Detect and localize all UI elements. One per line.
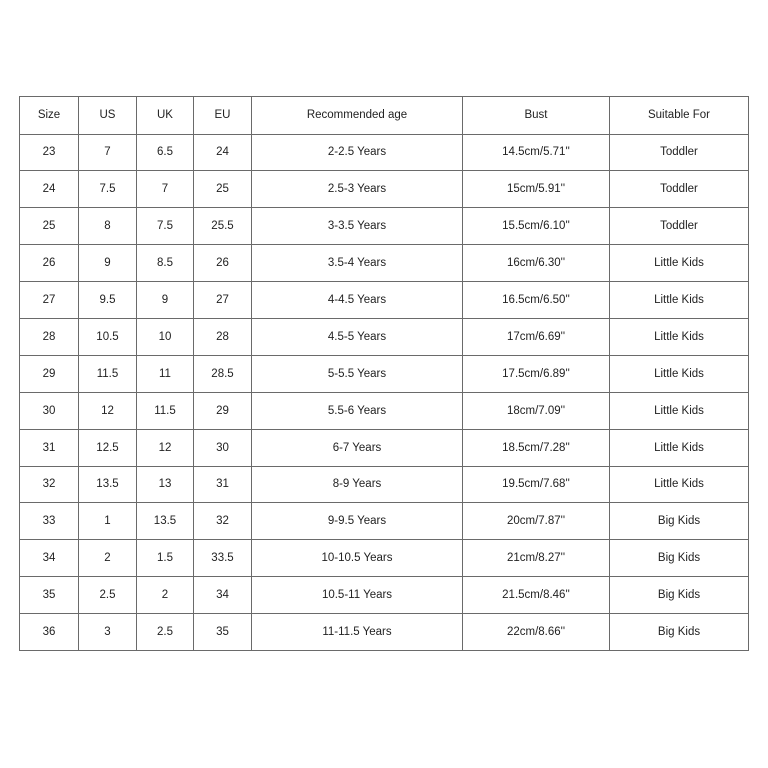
cell-us: 9 <box>79 245 137 282</box>
cell-eu: 31 <box>194 466 252 503</box>
cell-recommended-age: 4.5-5 Years <box>252 318 463 355</box>
cell-suitable-for: Little Kids <box>610 355 749 392</box>
cell-uk: 10 <box>137 318 194 355</box>
cell-uk: 13 <box>137 466 194 503</box>
cell-bust: 21.5cm/8.46'' <box>463 577 610 614</box>
cell-eu: 33.5 <box>194 540 252 577</box>
cell-size: 36 <box>20 614 79 651</box>
cell-size: 29 <box>20 355 79 392</box>
cell-size: 30 <box>20 392 79 429</box>
cell-us: 12 <box>79 392 137 429</box>
cell-recommended-age: 2-2.5 Years <box>252 134 463 171</box>
header-size: Size <box>20 97 79 135</box>
cell-size: 31 <box>20 429 79 466</box>
cell-uk: 6.5 <box>137 134 194 171</box>
table-row <box>20 540 749 577</box>
cell-us: 2.5 <box>79 577 137 614</box>
cell-size: 27 <box>20 282 79 319</box>
cell-us: 7.5 <box>79 171 137 208</box>
table-row <box>20 134 749 171</box>
table-row <box>20 577 749 614</box>
table-row <box>20 429 749 466</box>
cell-us: 10.5 <box>79 318 137 355</box>
cell-size: 33 <box>20 503 79 540</box>
cell-us: 7 <box>79 134 137 171</box>
table-row <box>20 466 749 503</box>
header-bust: Bust <box>463 97 610 135</box>
cell-eu: 28.5 <box>194 355 252 392</box>
cell-uk: 7.5 <box>137 208 194 245</box>
cell-bust: 20cm/7.87'' <box>463 503 610 540</box>
table-row <box>20 245 749 282</box>
cell-size: 34 <box>20 540 79 577</box>
cell-suitable-for: Little Kids <box>610 318 749 355</box>
header-us: US <box>79 97 137 135</box>
cell-recommended-age: 4-4.5 Years <box>252 282 463 319</box>
cell-uk: 12 <box>137 429 194 466</box>
cell-suitable-for: Toddler <box>610 208 749 245</box>
cell-bust: 16cm/6.30'' <box>463 245 610 282</box>
cell-eu: 28 <box>194 318 252 355</box>
cell-eu: 27 <box>194 282 252 319</box>
cell-recommended-age: 2.5-3 Years <box>252 171 463 208</box>
header-uk: UK <box>137 97 194 135</box>
cell-eu: 32 <box>194 503 252 540</box>
cell-eu: 24 <box>194 134 252 171</box>
size-chart-body <box>20 134 749 650</box>
cell-uk: 2 <box>137 577 194 614</box>
cell-size: 28 <box>20 318 79 355</box>
cell-us: 3 <box>79 614 137 651</box>
table-row <box>20 614 749 651</box>
cell-eu: 30 <box>194 429 252 466</box>
size-chart-table <box>19 96 749 651</box>
cell-bust: 18cm/7.09'' <box>463 392 610 429</box>
cell-bust: 16.5cm/6.50'' <box>463 282 610 319</box>
table-row <box>20 355 749 392</box>
cell-size: 35 <box>20 577 79 614</box>
table-row <box>20 503 749 540</box>
cell-recommended-age: 10.5-11 Years <box>252 577 463 614</box>
header-recommended-age: Recommended age <box>252 97 463 135</box>
cell-bust: 21cm/8.27'' <box>463 540 610 577</box>
cell-bust: 22cm/8.66'' <box>463 614 610 651</box>
cell-eu: 35 <box>194 614 252 651</box>
cell-suitable-for: Little Kids <box>610 245 749 282</box>
cell-recommended-age: 11-11.5 Years <box>252 614 463 651</box>
cell-suitable-for: Little Kids <box>610 429 749 466</box>
cell-recommended-age: 9-9.5 Years <box>252 503 463 540</box>
cell-us: 11.5 <box>79 355 137 392</box>
cell-uk: 8.5 <box>137 245 194 282</box>
table-row <box>20 282 749 319</box>
cell-uk: 13.5 <box>137 503 194 540</box>
cell-recommended-age: 10-10.5 Years <box>252 540 463 577</box>
cell-eu: 29 <box>194 392 252 429</box>
cell-us: 12.5 <box>79 429 137 466</box>
cell-eu: 34 <box>194 577 252 614</box>
cell-bust: 17.5cm/6.89'' <box>463 355 610 392</box>
cell-us: 8 <box>79 208 137 245</box>
cell-bust: 17cm/6.69'' <box>463 318 610 355</box>
header-eu: EU <box>194 97 252 135</box>
table-row <box>20 171 749 208</box>
cell-size: 23 <box>20 134 79 171</box>
cell-us: 1 <box>79 503 137 540</box>
cell-eu: 25 <box>194 171 252 208</box>
cell-recommended-age: 6-7 Years <box>252 429 463 466</box>
cell-suitable-for: Big Kids <box>610 614 749 651</box>
cell-uk: 11 <box>137 355 194 392</box>
cell-bust: 14.5cm/5.71'' <box>463 134 610 171</box>
table-row <box>20 392 749 429</box>
cell-size: 26 <box>20 245 79 282</box>
cell-bust: 15.5cm/6.10'' <box>463 208 610 245</box>
cell-size: 32 <box>20 466 79 503</box>
cell-uk: 2.5 <box>137 614 194 651</box>
cell-bust: 19.5cm/7.68'' <box>463 466 610 503</box>
table-row <box>20 318 749 355</box>
cell-uk: 1.5 <box>137 540 194 577</box>
cell-suitable-for: Little Kids <box>610 466 749 503</box>
cell-recommended-age: 3.5-4 Years <box>252 245 463 282</box>
cell-suitable-for: Toddler <box>610 171 749 208</box>
cell-us: 9.5 <box>79 282 137 319</box>
cell-us: 13.5 <box>79 466 137 503</box>
cell-size: 25 <box>20 208 79 245</box>
cell-uk: 7 <box>137 171 194 208</box>
cell-recommended-age: 5-5.5 Years <box>252 355 463 392</box>
cell-eu: 26 <box>194 245 252 282</box>
cell-suitable-for: Big Kids <box>610 540 749 577</box>
cell-suitable-for: Big Kids <box>610 503 749 540</box>
cell-bust: 15cm/5.91'' <box>463 171 610 208</box>
cell-size: 24 <box>20 171 79 208</box>
cell-recommended-age: 3-3.5 Years <box>252 208 463 245</box>
header-suitable-for: Suitable For <box>610 97 749 135</box>
cell-suitable-for: Big Kids <box>610 577 749 614</box>
cell-uk: 9 <box>137 282 194 319</box>
cell-suitable-for: Little Kids <box>610 282 749 319</box>
header-row <box>20 97 749 135</box>
cell-us: 2 <box>79 540 137 577</box>
cell-uk: 11.5 <box>137 392 194 429</box>
cell-recommended-age: 8-9 Years <box>252 466 463 503</box>
cell-recommended-age: 5.5-6 Years <box>252 392 463 429</box>
cell-suitable-for: Little Kids <box>610 392 749 429</box>
cell-bust: 18.5cm/7.28'' <box>463 429 610 466</box>
table-row <box>20 208 749 245</box>
cell-eu: 25.5 <box>194 208 252 245</box>
cell-suitable-for: Toddler <box>610 134 749 171</box>
